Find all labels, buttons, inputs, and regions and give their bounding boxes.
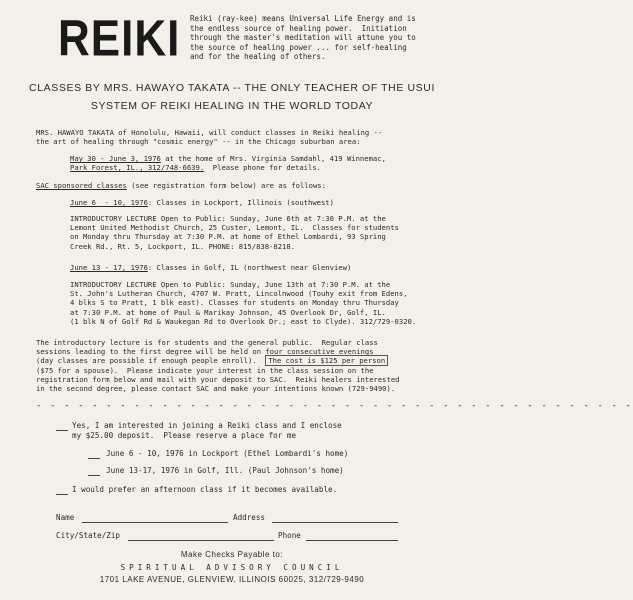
intro-paragraph: MRS. HAWAYO TAKATA of Honolulu, Hawaii, will conduct classes in Reiki healing -- the art of healing through "cosmic energy" -- in the Chicago suburban area: [36,128,383,147]
name-field[interactable] [82,522,228,523]
golf-details: INTRODUCTORY LECTURE Open to Public: Sunday, June 13th at 7:30 P.M. at the St. John's Lutheran Church, 4707 W. Pratt, Lincolnwood (Touhy exit from Edens, 4 blks S to Pratt, 1 blk east). Classes for students on Monday thru Thursday at 7:30 P.M. at home of Paul & Marikay Johnson, 45 Overlook Dr, Golf, IL. (1 blk N of Golf Rd & Waukegan Rd to Overlook Dr.; east to Clyde). 312/729-0320. [70,280,417,326]
phone-field[interactable] [306,540,398,541]
sac-sponsored-classes: SAC sponsored classes [36,181,127,190]
may-class-line [70,154,386,172]
cut-line: - - - - - - - - - - - - - - - - - - - - - - - - - - - - - - - - - - - - - - - - - - - [36,401,633,411]
cost-box: The cost is $125 per person [265,355,388,366]
address-label: Address [233,513,266,522]
phone-label: Phone [278,531,301,540]
headline-line2: SYSTEM OF REIKI HEALING IN THE WORLD TODAY [90,100,374,112]
sac-line [36,181,326,190]
lockport-dates: June 6 - 10, 1976 [70,198,148,207]
lockport-heading-rest: : Classes in Lockport, Illinois (southwest) [147,198,334,207]
option-lockport-checkbox[interactable] [88,458,100,459]
council-address: 1701 LAKE AVENUE, GLENVIEW, ILLINOIS 60025, 312/729-9490 [99,575,365,584]
yes-checkbox[interactable] [56,430,68,431]
may-class-location: at the home of Mrs. Virginia Samdahl, 419 Winnemac, [160,154,386,163]
afternoon-checkbox[interactable] [56,494,68,495]
option-golf: June 13-17, 1976 in Golf, Ill. (Paul Johnson's home) [106,466,344,475]
yes-line2: my $25.00 deposit. Please reserve a place for me [72,431,297,440]
four-evenings: four consecutive evenings [265,347,374,357]
name-label: Name [56,513,75,522]
may-class-note: Please phone for details. [204,163,321,173]
may-class-date: May 30 - June 3, 1976 [70,154,161,163]
lecture-paragraph: The introductory lecture is for students and the general public. Regular class sessions leading to the first degree will be held on four consecutive evenings (day classes are possible if enough people enroll). The cost is $125 per person ($75 for a spouse). Please indicate your interest in the class session on the registration form below and mail with your deposit to SAC. Reiki healers interested in the second degree, please contact SAC and make your intentions known (729-9490). [36,338,400,394]
address-field[interactable] [272,522,398,523]
golf-heading [70,263,351,272]
golf-heading-rest: : Classes in Golf, IL (northwest near Glenview) [147,263,352,272]
intro-text: Reiki (ray-kee) means Universal Life Energy and is the endless source of healing power. Initiation through the master's meditation will attune you to the source of healing power ... for self-healing and for the healing of others. [190,14,416,61]
headline-line1: CLASSES BY MRS. HAWAYO TAKATA -- THE ONLY TEACHER OF THE USUI [29,82,435,94]
reiki-logo: REIKI [58,10,181,67]
payable-to: Make Checks Payable to: [180,550,284,559]
lockport-heading [70,198,334,207]
council-name: SPIRITUAL ADVISORY COUNCIL [120,563,344,572]
option-golf-checkbox[interactable] [88,475,100,476]
yes-line1: Yes, I am interested in joining a Reiki class and I enclose [72,421,342,430]
afternoon-option: I would prefer an afternoon class if it becomes available. [72,485,338,494]
city-state-zip-label: City/State/Zip [56,531,121,540]
option-lockport: June 6 - 10, 1976 in Lockport (Ethel Lombardi's home) [106,449,349,458]
golf-dates: June 13 - 17, 1976 [70,263,148,272]
sac-line-rest: (see registration form below) are as follows: [126,181,326,190]
lockport-details: INTRODUCTORY LECTURE Open to Public: Sunday, June 6th at 7:30 P.M. at the Lemont United Methodist Church, 25 Custer, Lemont, IL. Classes for students on Monday thru Thursday at 7:30 P.M. at home of Ethel Lombardi, 93 Spring Creek Rd., Rt. 5, Lockport, IL. PHONE: 815/838-8218. [70,214,399,251]
may-class-city: Park Forest, IL., 312/748-6639. [70,163,205,173]
city-state-zip-field[interactable] [128,540,274,541]
